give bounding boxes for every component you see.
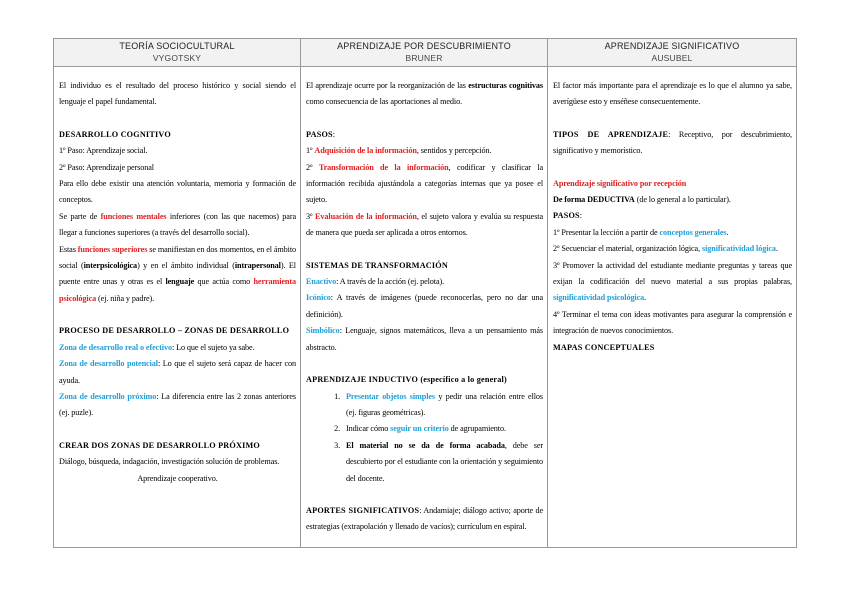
deductiva-line: De forma DEDUCTIVA (de lo general a lo particular). <box>553 195 731 205</box>
list-item: 3. El material no se da de forma acabada, debe ser descubierto por el estudiante con la orientación y seguimiento del docente. <box>342 438 543 487</box>
zona-proximo: Zona de desarrollo próximo: La diferencia entre las 2 zonas anteriores (ej. puzle). <box>59 391 296 418</box>
bruner-intro: El aprendizaje ocurre por la reorganización de las estructuras cognitivas como consecuencia de las aportaciones al medio. <box>306 81 543 107</box>
header-row <box>54 39 797 67</box>
aportes-paragraph: APORTES SIGNIFICATIVOS: Andamiaje; diálogo activo; aporte de estrategias (extrapolación y llenado de vacíos); currículum en espiral. <box>306 505 543 532</box>
ausubel-intro: El factor más importante para el aprendizaje es lo que el alumno ya sabe, averígüese esto y enséñese consecuentemente. <box>553 81 792 107</box>
herramienta-psicologica-term: herramienta psicológica <box>59 277 297 303</box>
funciones-superiores-term: funciones superiores <box>77 244 148 254</box>
paso-transformacion: 2º Transformación de la información, codificar y clasificar la información recibida ajustándola a categorías internas que ya posee el sujeto. <box>306 162 543 205</box>
sistema-enactivo: Enactivo: A través de la acción (ej. pelota). <box>306 277 445 287</box>
crear-zonas-heading: CREAR DOS ZONAS DE DESARROLLO PRÓXIMO <box>59 440 260 450</box>
sistema-simbolico: Simbólico: Lenguaje, signos matemáticos, lleva a un pensamiento más abstracto. <box>306 326 543 352</box>
column-author: VYGOTSKY <box>152 53 202 63</box>
recepcion-heading: Aprendizaje significativo por recepción <box>553 178 687 188</box>
proceso-heading: PROCESO DE DESARROLLO – ZONAS DE DESARROLLO <box>59 326 290 336</box>
paso-evaluacion: 3º Evaluación de la información, el sujeto valora y evalúa su respuesta de manera que pueda ser aplicada a otros entornos. <box>306 211 543 238</box>
pasos-heading: PASOS: <box>306 129 335 139</box>
column-title: APRENDIZAJE POR DESCUBRIMIENTO <box>337 41 511 51</box>
header-vygotsky <box>54 39 301 67</box>
desarrollo-cognitivo-heading: DESARROLLO COGNITIVO <box>59 129 171 139</box>
column-author: BRUNER <box>405 53 443 63</box>
column-title: APRENDIZAJE SIGNIFICATIVO <box>604 41 740 51</box>
ausubel-paso-1: 1º Presentar la lección a partir de conceptos generales. <box>553 227 729 237</box>
mapas-conceptuales: MAPAS CONCEPTUALES <box>553 342 655 352</box>
vygotsky-intro: El individuo es el resultado del proceso histórico y social siendo el lenguaje el papel fundamental. <box>59 81 296 107</box>
header-bruner <box>301 39 548 67</box>
ausubel-pasos-heading: PASOS: <box>553 211 582 221</box>
column-title: TEORÍA SOCIOCULTURAL <box>119 41 235 51</box>
crear-zonas-text: Diálogo, búsqueda, indagación, investigación solución de problemas. <box>59 457 280 467</box>
zona-real: Zona de desarrollo real o efectivo: Lo que el sujeto ya sabe. <box>59 342 255 352</box>
funciones-mentales-term: funciones mentales <box>100 211 167 221</box>
inductivo-list <box>306 389 543 487</box>
header-ausubel <box>548 39 797 67</box>
comparison-table <box>53 38 797 548</box>
sistema-iconico: Icónico: A través de imágenes (puede reconocerlas, pero no dar una definición). <box>306 293 543 319</box>
sistemas-heading: SISTEMAS DE TRANSFORMACIÓN <box>306 260 448 270</box>
zona-potencial: Zona de desarrollo potencial: Lo que el sujeto será capaz de hacer con ayuda. <box>59 359 296 385</box>
cell-bruner <box>301 67 548 548</box>
paso-adquisicion: 1º Adquisición de la información, sentidos y percepción. <box>306 146 492 156</box>
column-author: AUSUBEL <box>651 53 693 63</box>
superiores-paragraph: Estas funciones superiores se manifiestan en dos momentos, en el ámbito social (interpsicológica) y en el ámbito individual (intrapersonal). El puente entre unas y otras es el lenguaje que actúa como herramienta psicológica (ej. niña y padre). <box>59 244 297 303</box>
cell-vygotsky <box>54 67 301 548</box>
ausubel-paso-3: 3º Promover la actividad del estudiante mediante preguntas y tareas que exijan la codificación del nuevo material a sus propias palabras, significatividad psicológica. <box>553 260 792 303</box>
ausubel-paso-4: 4º Terminar el tema con ideas motivantes para asegurar la comprensión e integración de nuevos conocimientos. <box>553 309 792 336</box>
list-item: 1. Presentar objetos simples y pedir una relación entre ellos (ej. figuras geométricas). <box>342 389 543 422</box>
cell-ausubel <box>548 67 797 548</box>
aprendizaje-cooperativo: Aprendizaje cooperativo. <box>137 473 218 483</box>
tipos-paragraph: TIPOS DE APRENDIZAJE: Receptivo, por descubrimiento, significativo y memorístico. <box>553 129 792 156</box>
body-row <box>54 67 797 548</box>
list-item: 2. Indicar cómo seguir un criterio de agrupamiento. <box>342 421 543 437</box>
paso-1: 1º Paso: Aprendizaje social. <box>59 146 148 156</box>
ausubel-paso-2: 2º Secuenciar el material, organización lógica, significatividad lógica. <box>553 244 778 254</box>
paso-2: 2º Paso: Aprendizaje personal <box>59 162 154 172</box>
inductivo-heading: APRENDIZAJE INDUCTIVO (específico a lo general) <box>306 375 507 385</box>
funciones-paragraph: Se parte de funciones mentales inferiores (con las que nacemos) para llegar a funciones superiores (a través del desarrollo social). <box>59 211 296 238</box>
atencion-paragraph: Para ello debe existir una atención voluntaria, memoria y formación de conceptos. <box>59 179 296 205</box>
